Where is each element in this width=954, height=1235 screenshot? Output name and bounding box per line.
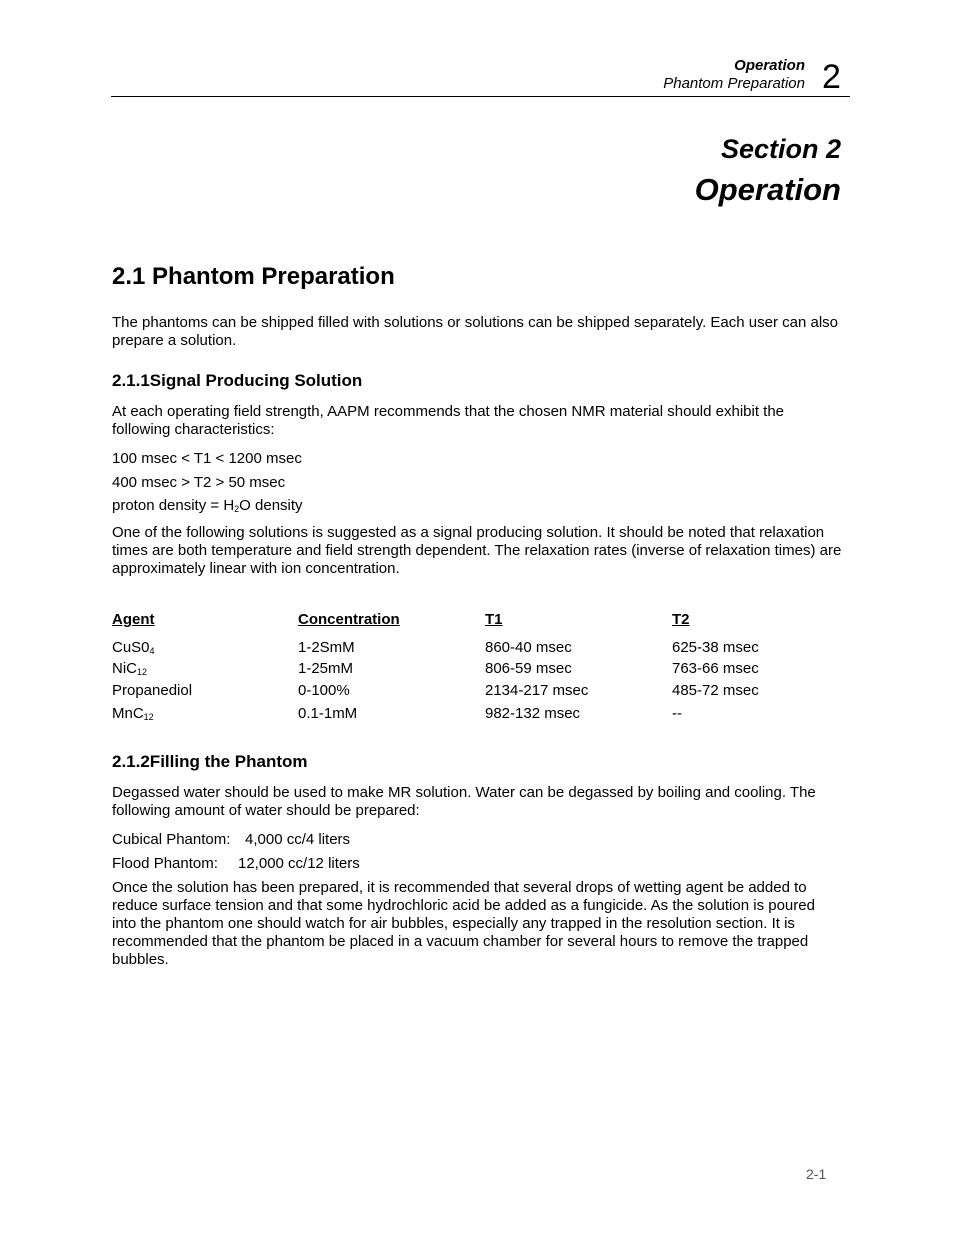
table-header-agent: Agent — [112, 611, 155, 628]
table-cell-t2: 625-38 msec — [672, 639, 759, 656]
table-cell-agent: Propanediol — [112, 682, 193, 699]
table-cell-agent: NiC$_{12}$ — [112, 660, 148, 677]
table-cell-t1: 982-132 msec — [485, 705, 581, 722]
cubical-phantom-label: Cubical Phantom: — [112, 831, 231, 848]
table-cell-concentration: 1-2SmM — [298, 639, 355, 656]
cubical-phantom-value: 4,000 cc/4 liters — [245, 831, 351, 848]
table-cell-concentration: 1-25mM — [298, 660, 354, 677]
condition-t2: 400 msec > T2 > 50 msec — [112, 474, 286, 491]
heading-phantom-preparation: 2.1 Phantom Preparation — [112, 263, 395, 290]
filling-paragraph-1: Degassed water should be used to make MR solution. Water can be degassed by boiling and cooling. The following amount of water should be prepared: — [112, 784, 816, 819]
section-label: Section 2 — [720, 134, 841, 164]
condition-t1: 100 msec < T1 < 1200 msec — [112, 450, 302, 467]
flood-phantom-label: Flood Phantom: — [112, 855, 218, 872]
table-cell-t2: 763-66 msec — [672, 660, 759, 677]
intro-paragraph: The phantoms can be shipped filled with solutions or solutions can be shipped separately. Each user can also prepare a solution. — [112, 314, 838, 349]
signal-paragraph-2: One of the following solutions is suggested as a signal producing solution. It should be noted that relaxation times are both temperature and field strength dependent. The relaxation rates (inverse of relaxation times) are approximately linear with ion concentration. — [112, 524, 842, 577]
table-cell-t2: -- — [672, 705, 682, 722]
flood-phantom-value: 12,000 cc/12 liters — [238, 855, 360, 872]
table-cell-concentration: 0.1-1mM — [298, 705, 358, 722]
running-header-subsection: Phantom Preparation — [663, 75, 805, 92]
chapter-number: 2 — [822, 58, 841, 96]
filling-paragraph-2: Once the solution has been prepared, it is recommended that several drops of wetting agent be added to reduce surface tension and that some hydrochloric acid be added as a fungicide. As the solution is poured into the phantom one should watch for air bubbles, especially any trapped in the resolution section. It is recommended that the phantom be placed in a vacuum chamber for several hours to remove the trapped bubbles. — [112, 879, 815, 968]
table-cell-t1: 2134-217 msec — [485, 682, 589, 699]
table-cell-t1: 806-59 msec — [485, 660, 572, 677]
page-number: 2-1 — [806, 1166, 827, 1182]
table-cell-concentration: 0-100% — [298, 682, 350, 699]
table-cell-agent: $CuS0_4$ — [112, 639, 155, 656]
heading-filling-the-phantom: 2.1.2Filling the Phantom — [112, 752, 308, 771]
signal-paragraph-1: At each operating field strength, AAPM recommends that the chosen NMR material should exhibit the following characteristics: — [112, 403, 785, 438]
section-title: Operation — [694, 172, 841, 207]
header-rule — [111, 96, 850, 97]
heading-signal-producing-solution: 2.1.1Signal Producing Solution — [112, 371, 363, 390]
table-header-t2: T2 — [672, 611, 690, 628]
running-header-section: Operation — [734, 57, 805, 74]
table-cell-t2: 485-72 msec — [672, 682, 759, 699]
table-cell-agent: MnC$_{12}$ — [112, 705, 154, 722]
table-header-concentration: Concentration — [298, 611, 400, 628]
condition-proton-density: proton density = $H_2O$ density — [112, 497, 303, 514]
table-cell-t1: 860-40 msec — [485, 639, 572, 656]
table-header-t1: T1 — [485, 611, 503, 628]
